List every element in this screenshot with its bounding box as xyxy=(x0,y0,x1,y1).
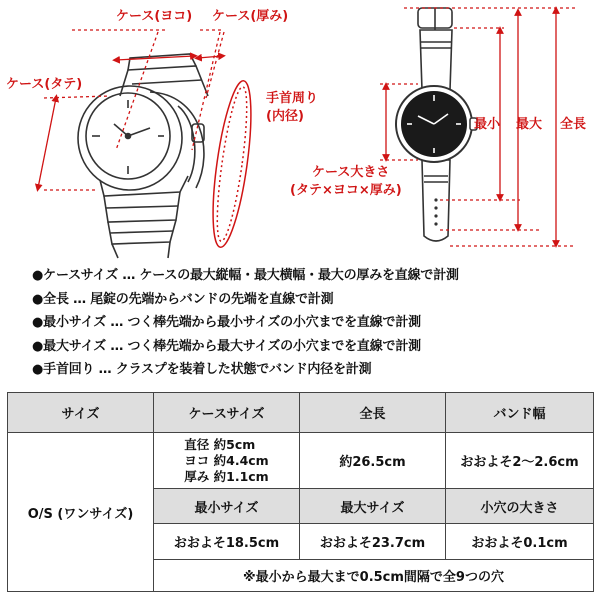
max-size-cell: おおよそ23.7cm xyxy=(300,523,446,559)
note-min-size: ●最小サイズ … つく棒先端から最小サイズの小穴までを直線で計測 xyxy=(32,315,421,330)
measurement-notes xyxy=(32,264,592,382)
hole-size-cell: おおよそ0.1cm xyxy=(446,523,594,559)
note-max-size: ●最大サイズ … つく棒先端から最大サイズの小穴までを直線で計測 xyxy=(32,338,421,354)
header-case-size: ケースサイズ xyxy=(154,393,300,433)
case-size-label-line2: (タテ×ヨコ×厚み) xyxy=(290,183,402,198)
min-size-cell: おおよそ18.5cm xyxy=(154,523,300,559)
left-guides xyxy=(38,30,224,190)
hole-footnote: ※最小から最大まで0.5cm間隔で全9つの穴 xyxy=(154,559,594,591)
case-width-label: ケース(ヨコ) xyxy=(116,9,193,24)
header-total-length: 全長 xyxy=(300,393,446,433)
case-thickness-label: ケース(厚み) xyxy=(212,9,289,24)
max-label: 最大 xyxy=(516,117,543,132)
min-label: 最小 xyxy=(474,117,501,132)
header-size: サイズ xyxy=(8,393,154,433)
wrist-circumference-ring xyxy=(205,79,258,250)
watch-measurement-diagram xyxy=(0,0,600,262)
case-size-label-line1: ケース大きさ xyxy=(312,165,390,180)
header-min-size: 最小サイズ xyxy=(154,489,300,523)
total-length-cell: 約26.5cm xyxy=(300,433,446,489)
size-value-cell: O/S (ワンサイズ) xyxy=(8,433,154,592)
case-size-cell xyxy=(154,433,300,489)
note-wrist: ●手首回り … クラスプを装着した状態でバンド内径を計測 xyxy=(32,362,372,377)
header-band-width: バンド幅 xyxy=(446,393,594,433)
header-hole-size: 小穴の大きさ xyxy=(446,489,594,523)
band-width-cell: おおよそ2〜2.6cm xyxy=(446,433,594,489)
case-width: ヨコ 約4.4cm xyxy=(184,452,269,468)
size-spec-table xyxy=(7,392,594,592)
left-watch-dial-marks xyxy=(92,100,164,174)
wrist-label-line1: 手首周り xyxy=(266,91,319,106)
case-height-label: ケース(タテ) xyxy=(6,77,83,92)
total-length-label: 全長 xyxy=(560,117,587,132)
case-diameter: 直径 約5cm xyxy=(184,436,256,452)
note-total-length: ●全長 … 尾錠の先端からバンドの先端を直線で計測 xyxy=(32,291,334,307)
wrist-label-line2: (内径) xyxy=(266,109,304,124)
case-thickness: 厚み 約1.1cm xyxy=(184,468,269,484)
note-case-size: ●ケースサイズ … ケースの最大縦幅・最大横幅・最大の厚みを直線で計測 xyxy=(32,268,459,283)
left-watch-drawing xyxy=(78,54,208,258)
header-max-size: 最大サイズ xyxy=(300,489,446,523)
